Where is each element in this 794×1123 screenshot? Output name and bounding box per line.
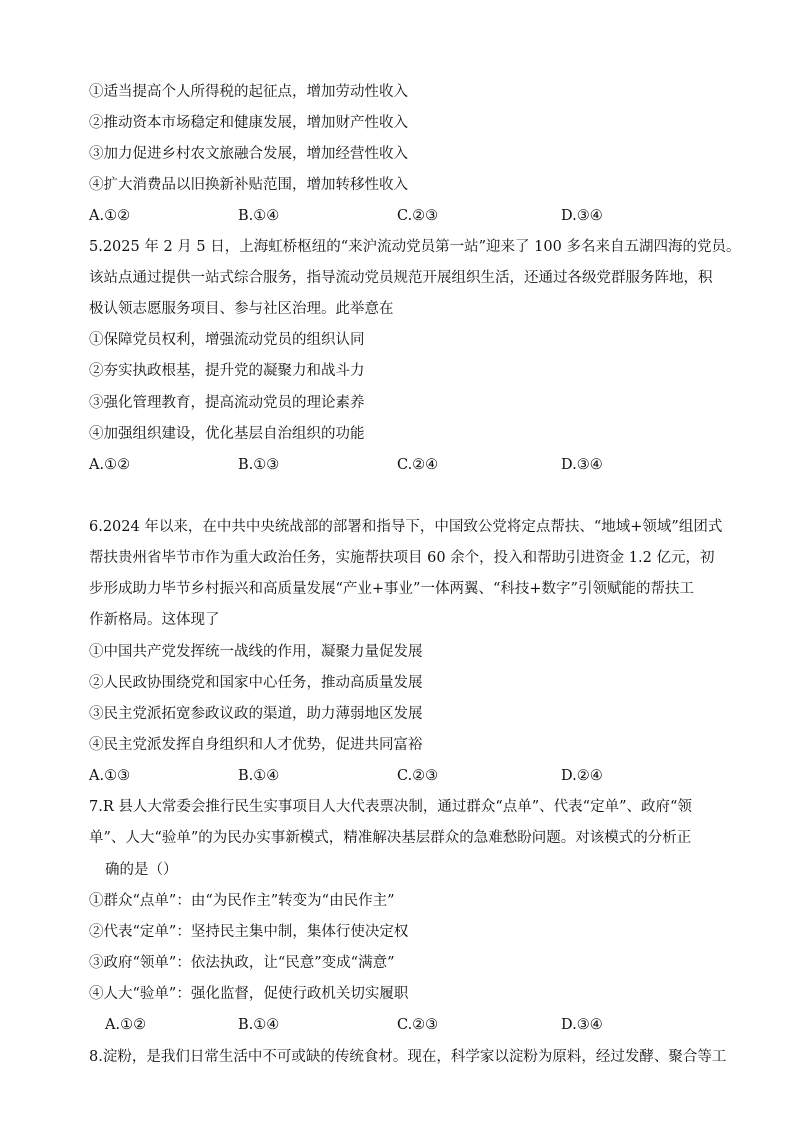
choice-d[interactable]: D.③④ (561, 1017, 603, 1033)
choice-c[interactable]: C.②③ (397, 1017, 439, 1033)
option-line: ③强化管理教育，提高流动党员的理论素养 (89, 395, 365, 411)
choice-d[interactable]: D.③④ (561, 208, 603, 224)
choice-b[interactable]: B.①④ (238, 1017, 280, 1033)
option-line: ④加强组织建设，优化基层自治组织的功能 (89, 426, 365, 442)
question-stem-line: 步形成助力毕节乡村振兴和高质量发展“产业+事业”一体两翼、“科技+数字”引领赋能的帮扶工 (89, 581, 694, 597)
option-line: ④扩大消费品以旧换新补贴范围，增加转移性收入 (89, 177, 408, 193)
option-line: ②人民政协围绕党和国家中心任务，推动高质量发展 (89, 675, 423, 691)
question-stem-line: 该站点通过提供一站式综合服务，指导流动党员规范开展组织生活，还通过各级党群服务阵地，积 (89, 270, 713, 286)
choice-d[interactable]: D.②④ (561, 768, 603, 784)
question-stem-line: 单”、人大“验单”的为民办实事新模式，精准解决基层群众的急难愁盼问题。对该模式的分析正 (89, 830, 692, 846)
option-line: ③加力促进乡村农文旅融合发展，增加经营性收入 (89, 146, 408, 162)
option-line: ②代表“定单”：坚持民主集中制，集体行使决定权 (89, 924, 409, 940)
question-stem-line: 极认领志愿服务项目、参与社区治理。此举意在 (89, 301, 394, 317)
choice-d[interactable]: D.③④ (561, 457, 603, 473)
question-stem-line: 帮扶贵州省毕节市作为重大政治任务，实施帮扶项目 60 余个，投入和帮助引进资金 1.2 亿元，初 (89, 550, 715, 566)
question-stem-line: 7.R 县人大常委会推行民生实事项目人大代表票决制，通过群众“点单”、代表“定单”、政府“领 (89, 799, 692, 815)
choice-c[interactable]: C.②③ (397, 208, 439, 224)
option-line: ④民主党派发挥自身组织和人才优势，促进共同富裕 (89, 737, 423, 753)
option-line: ①中国共产党发挥统一战线的作用，凝聚力量促发展 (89, 644, 423, 660)
choice-b[interactable]: B.①③ (238, 457, 280, 473)
choice-b[interactable]: B.①④ (238, 208, 280, 224)
choice-a[interactable]: A.①② (89, 457, 131, 473)
option-line: ①群众“点单”：由“为民作主”转变为“由民作主” (89, 893, 395, 909)
question-stem-line: 作新格局。这体现了 (89, 612, 220, 628)
option-line: ②推动资本市场稳定和健康发展，增加财产性收入 (89, 115, 408, 131)
choice-a[interactable]: A.①② (89, 208, 131, 224)
question-stem-line: 6.2024 年以来，在中共中央统战部的部署和指导下，中国致公党将定点帮扶、“地域+领域”组团式 (89, 519, 723, 535)
question-stem-line: 确的是（） (105, 862, 178, 878)
choice-a[interactable]: A.①② (105, 1017, 147, 1033)
option-line: ③民主党派拓宽参政议政的渠道，助力薄弱地区发展 (89, 706, 423, 722)
question-stem-line: 5.2025 年 2 月 5 日，上海虹桥枢纽的“来沪流动党员第一站”迎来了 100 多名来自五湖四海的党员。 (89, 239, 741, 255)
choice-b[interactable]: B.①④ (238, 768, 280, 784)
choice-a[interactable]: A.①③ (89, 768, 131, 784)
question-stem-line: 8.淀粉，是我们日常生活中不可或缺的传统食材。现在，科学家以淀粉为原料，经过发酵、聚合等工 (89, 1049, 727, 1065)
option-line: ①保障党员权利，增强流动党员的组织认同 (89, 332, 365, 348)
choice-c[interactable]: C.②④ (397, 457, 439, 473)
option-line: ③政府“领单”：依法执政，让“民意”变成“满意” (89, 955, 395, 971)
option-line: ①适当提高个人所得税的起征点，增加劳动性收入 (89, 84, 408, 100)
choice-c[interactable]: C.②③ (397, 768, 439, 784)
option-line: ②夯实执政根基，提升党的凝聚力和战斗力 (89, 363, 365, 379)
option-line: ④人大“验单”：强化监督，促使行政机关切实履职 (89, 986, 409, 1002)
